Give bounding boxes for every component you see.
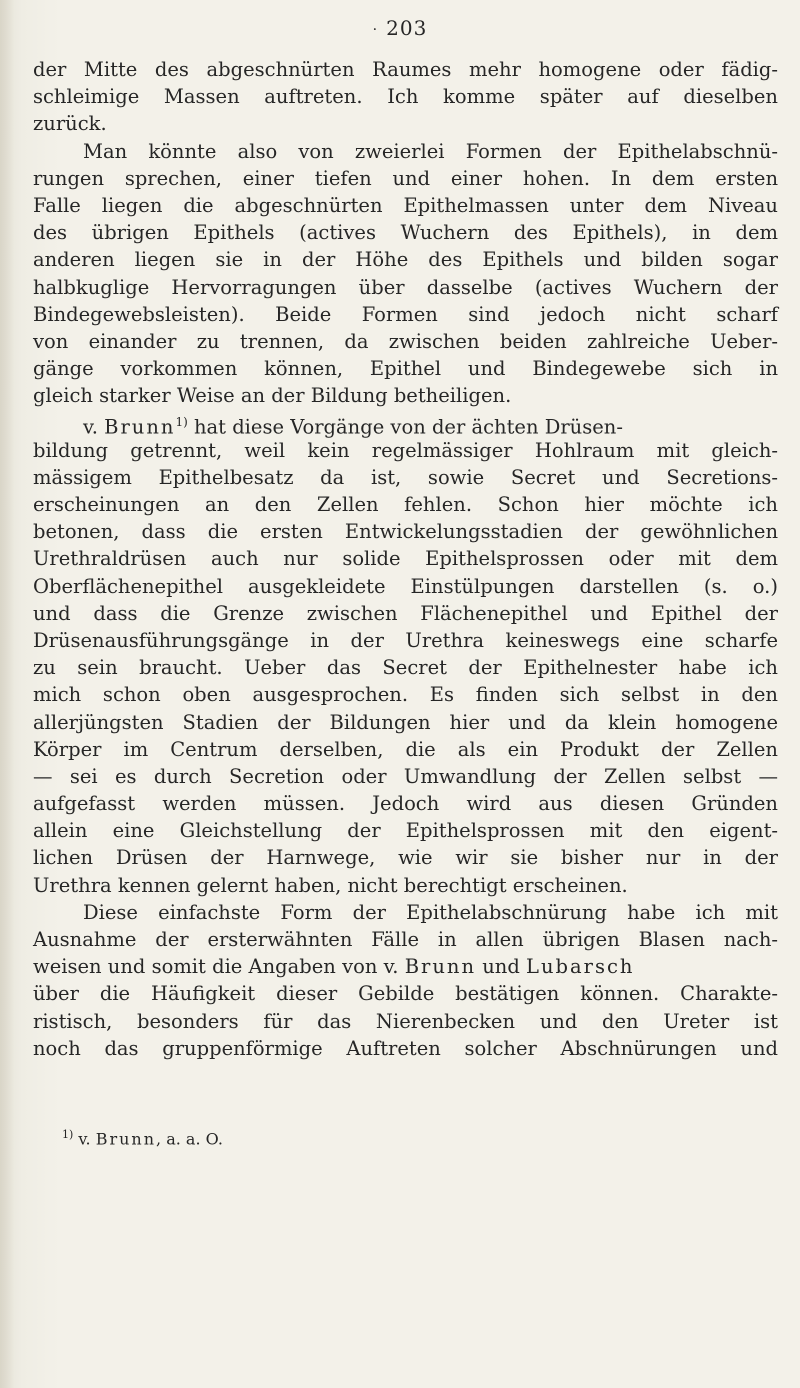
line-text: und	[482, 955, 520, 979]
footnote-author: Brunn	[95, 1129, 157, 1149]
text-line: Bindegewebsleisten). Beide Formen sind jedoch nicht scharf	[33, 302, 778, 326]
text-line: noch das gruppenförmige Auftreten solcher Abschnürungen und	[33, 1036, 778, 1060]
text-line: Urethra kennen gelernt haben, nicht berechtigt erscheinen.	[33, 873, 628, 897]
text-line: Körper im Centrum derselben, die als ein Produkt der Zellen	[33, 737, 778, 761]
text-line: der Mitte des abgeschnürten Raumes mehr homogene oder fädig-	[33, 58, 778, 81]
footnote	[62, 1124, 223, 1150]
text-line: Oberflächenepithel ausgekleidete Einstülpungen darstellen (s. o.)	[33, 574, 778, 598]
text-line: allerjüngsten Stadien der Bildungen hier und da klein homogene	[33, 710, 778, 734]
line-text: weisen und somit die Angaben von v.	[33, 955, 399, 979]
text-line: lichen Drüsen der Harnwege, wie wir sie bisher nur in der	[33, 846, 778, 870]
text-line: gänge vorkommen können, Epithel und Bindegewebe sich in	[33, 357, 778, 381]
text-line: — sei es durch Secretion oder Umwandlung der Zellen selbst —	[33, 764, 778, 788]
text-line: Ausnahme der ersterwähnten Fälle in allen übrigen Blasen nach-	[33, 928, 778, 951]
footnote-reference: 1)	[175, 415, 188, 430]
text-line: Drüsenausführungsgänge in der Urethra keineswegs eine scharfe	[33, 628, 778, 652]
text-line: mässigem Epithelbesatz da ist, sowie Secret und Secretions-	[33, 465, 778, 489]
text-line: erscheinungen an den Zellen fehlen. Schon hier möchte ich	[33, 493, 778, 516]
text-line: betonen, dass die ersten Entwickelungsstadien der gewöhnlichen	[33, 520, 778, 544]
text-line: und dass die Grenze zwischen Flächenepithel und Epithel der	[33, 601, 778, 625]
page-number-text: 203	[386, 16, 428, 40]
text-line: ristisch, besonders für das Nierenbecken und den Ureter ist	[33, 1009, 778, 1033]
text-line: Man könnte also von zweierlei Formen der Epithelabschnü-	[83, 139, 778, 163]
text-line: halbkuglige Hervorragungen über dasselbe (actives Wuchern der	[33, 275, 778, 299]
author-prefix: v.	[83, 415, 98, 439]
text-line-lubarsch	[33, 953, 778, 980]
author-name-brunn: Brunn	[404, 955, 477, 979]
line-text: hat diese Vorgänge von der ächten Drüsen-	[193, 415, 623, 439]
footnote-prefix: v.	[78, 1129, 91, 1149]
text-line: aufgefasst werden müssen. Jedoch wird aus diesen Gründen	[33, 792, 778, 816]
page-mark: ·	[372, 21, 379, 38]
author-name-brunn: Brunn	[104, 415, 176, 439]
text-line: Falle liegen die abgeschnürten Epithelmassen unter dem Niveau	[33, 193, 778, 217]
text-line: über die Häufigkeit dieser Gebilde bestätigen können. Charakte-	[33, 982, 778, 1006]
text-line: allein eine Gleichstellung der Epithelsprossen mit den eigent-	[33, 819, 778, 843]
text-line: rungen sprechen, einer tiefen und einer hohen. In dem ersten	[33, 166, 778, 190]
text-line-brunn	[33, 409, 778, 439]
footnote-suffix: , a. a. O.	[156, 1129, 223, 1149]
binding-shadow	[0, 0, 14, 1388]
text-line: des übrigen Epithels (actives Wuchern des Epithels), in dem	[33, 221, 778, 245]
text-line: mich schon oben ausgesprochen. Es finden sich selbst in den	[33, 683, 778, 707]
body-text	[33, 56, 778, 1062]
text-line: zurück.	[33, 112, 107, 136]
text-line: von einander zu trennen, da zwischen beiden zahlreiche Ueber-	[33, 329, 778, 353]
text-line: anderen liegen sie in der Höhe des Epithels und bilden sogar	[33, 248, 778, 272]
text-line: gleich starker Weise an der Bildung betheiligen.	[33, 384, 512, 408]
footnote-marker: 1)	[62, 1128, 74, 1141]
text-line: Diese einfachste Form der Epithelabschnürung habe ich mit	[83, 900, 778, 924]
text-line: bildung getrennt, weil kein regelmässiger Hohlraum mit gleich-	[33, 438, 778, 462]
text-line: schleimige Massen auftreten. Ich komme später auf dieselben	[33, 85, 778, 109]
text-line: zu sein braucht. Ueber das Secret der Epithelnester habe ich	[33, 656, 778, 680]
author-name-lubarsch: Lubarsch	[526, 955, 635, 979]
page-number	[0, 16, 800, 40]
text-line: Urethraldrüsen auch nur solide Epithelsprossen oder mit dem	[33, 547, 778, 571]
